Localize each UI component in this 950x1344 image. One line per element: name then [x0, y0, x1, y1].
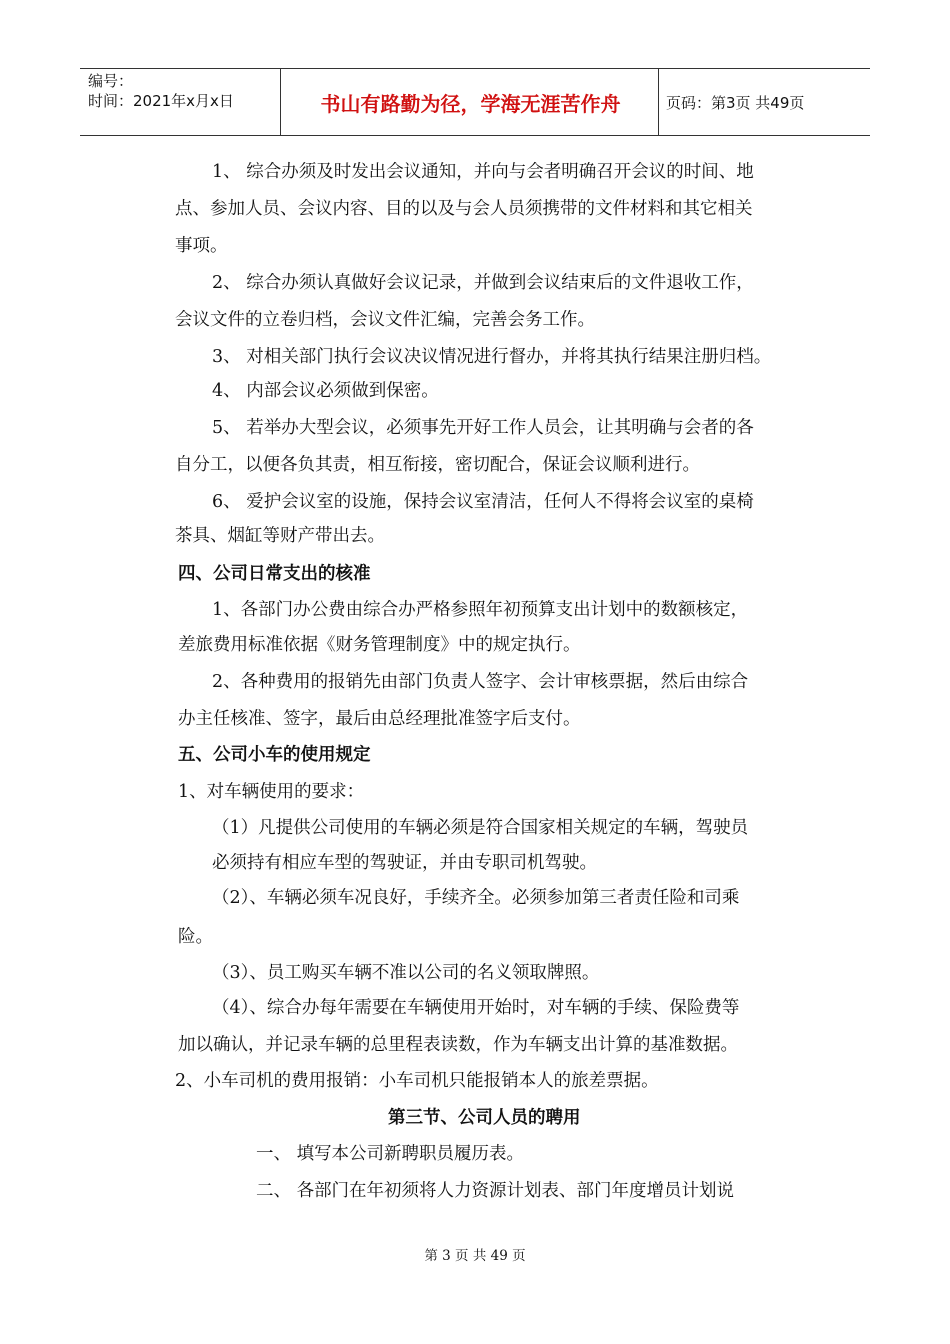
body-line: 1、对车辆使用的要求：: [178, 782, 365, 802]
body-line: 1、各部门办公费由综合办严格参照年初预算支出计划中的数额核定，: [212, 600, 749, 620]
body-line: 办主任核准、签字，最后由总经理批准签字后支付。: [178, 709, 581, 729]
page-footer: 第 3 页 共 49 页: [424, 1248, 526, 1264]
body-line: （4）、综合办每年需要在车辆使用开始时，对车辆的手续、保险费等: [212, 998, 740, 1018]
section-title: 第三节、公司人员的聘用: [388, 1108, 581, 1128]
body-line: 2、各种费用的报销先由部门负责人签字、会计审核票据，然后由综合: [212, 672, 749, 692]
body-line: 加以确认，并记录车辆的总里程表读数，作为车辆支出计算的基准数据。: [178, 1035, 738, 1055]
body-line: 2、 综合办须认真做好会议记录，并做到会议结束后的文件退收工作，: [212, 273, 754, 293]
page-header: [80, 68, 870, 136]
body-line: 险。: [178, 927, 213, 947]
header-divider-right: [658, 69, 659, 135]
body-line: 点、参加人员、会议内容、目的以及与会人员须携带的文件材料和其它相关: [175, 199, 753, 219]
header-meta: [88, 71, 234, 111]
body-line: 2、小车司机的费用报销：小车司机只能报销本人的旅差票据。: [175, 1071, 659, 1091]
body-line: 4、 内部会议必须做到保密。: [212, 381, 439, 401]
body-line: 自分工，以便各负其责，相互衔接，密切配合，保证会议顺利进行。: [175, 455, 700, 475]
body-line: 事项。: [175, 236, 228, 256]
body-line: 1、 综合办须及时发出会议通知，并向与会者明确召开会议的时间、地: [212, 162, 754, 182]
body-line: 差旅费用标准依据《财务管理制度》中的规定执行。: [178, 635, 581, 655]
header-number-label: 编号：: [88, 72, 134, 90]
header-page-code: 页码：第3页 共49页: [666, 93, 805, 112]
body-line: 5、 若举办大型会议，必须事先开好工作人员会，让其明确与会者的各: [212, 418, 754, 438]
body-line: 会议文件的立卷归档，会议文件汇编，完善会务工作。: [175, 310, 595, 330]
header-time-label: 时间：2021年x月x日: [88, 92, 234, 110]
header-divider-left: [280, 69, 281, 135]
body-line: 茶具、烟缸等财产带出去。: [175, 526, 385, 546]
body-line: 6、 爱护会议室的设施，保持会议室清洁，任何人不得将会议室的桌椅: [212, 492, 754, 512]
body-line: 3、 对相关部门执行会议决议情况进行督办，并将其执行结果注册归档。: [212, 347, 772, 367]
body-line: （3）、员工购买车辆不准以公司的名义领取牌照。: [212, 963, 600, 983]
section-heading: 五、公司小车的使用规定: [178, 745, 371, 765]
header-motto: 书山有路勤为径，学海无涯苦作舟: [320, 91, 621, 116]
body-line: 二、 各部门在年初须将人力资源计划表、部门年度增员计划说: [256, 1181, 735, 1201]
body-line: 必须持有相应车型的驾驶证，并由专职司机驾驶。: [212, 853, 597, 873]
section-heading: 四、公司日常支出的核准: [178, 564, 371, 584]
body-line: （1）凡提供公司使用的车辆必须是符合国家相关规定的车辆，驾驶员: [212, 818, 749, 838]
body-line: 一、 填写本公司新聘职员履历表。: [256, 1144, 525, 1164]
body-line: （2）、车辆必须车况良好，手续齐全。必须参加第三者责任险和司乘: [212, 888, 740, 908]
